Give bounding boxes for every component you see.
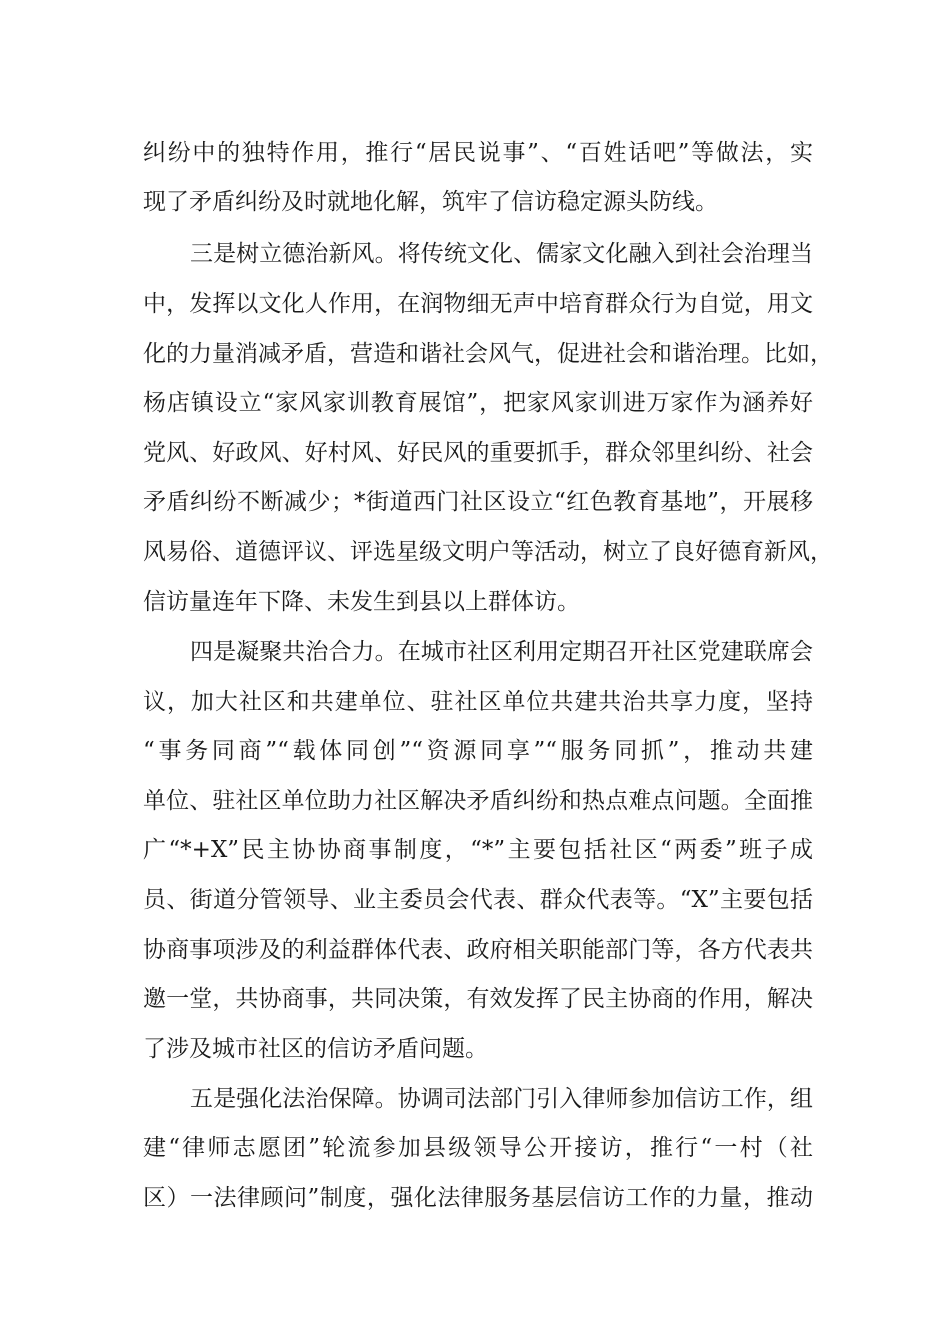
text-line: 风易俗、道德评议、评选星级文明户等活动，树立了良好德育新风， — [143, 539, 833, 565]
text-line: 化的力量消减矛盾，营造和谐社会风气，促进社会和谐治理。比如， — [143, 341, 833, 367]
text-line: 了涉及城市社区的信访矛盾问题。 — [143, 1036, 488, 1062]
paragraph-first-line: 五是强化法治保障。协调司法部门引入律师参加信访工作，组 — [190, 1086, 813, 1112]
text-line: 党风、好政风、好村风、好民风的重要抓手，群众邻里纠纷、社会 — [143, 440, 813, 466]
text-line: 邀一堂，共协商事，共同决策，有效发挥了民主协商的作用，解决 — [143, 986, 813, 1012]
text-line: 信访量连年下降、未发生到县以上群体访。 — [143, 589, 580, 615]
text-line: 纠纷中的独特作用，推行“居民说事”、“百姓话吧”等做法，实 — [143, 140, 813, 166]
text-line: 矛盾纠纷不断减少；*街道西门社区设立“红色教育基地”，开展移 — [143, 489, 813, 515]
paragraph-first-line: 三是树立德治新风。将传统文化、儒家文化融入到社会治理当 — [190, 241, 813, 267]
text-line: 中，发挥以文化人作用，在润物细无声中培育群众行为自觉，用文 — [143, 291, 813, 317]
text-line: 杨店镇设立“家风家训教育展馆”，把家风家训进万家作为涵养好 — [143, 390, 813, 416]
paragraph-first-line: 四是凝聚共治合力。在城市社区利用定期召开社区党建联席会 — [190, 639, 813, 665]
text-line: 区）一法律顾问”制度，强化法律服务基层信访工作的力量，推动 — [143, 1185, 813, 1211]
text-line: “事务同商”“载体同创”“资源同享”“服务同抓”，推动共建 — [143, 738, 813, 764]
text-line: 单位、驻社区单位助力社区解决矛盾纠纷和热点难点问题。全面推 — [143, 788, 813, 814]
text-line: 议，加大社区和共建单位、驻社区单位共建共治共享力度，坚持 — [143, 689, 813, 715]
text-line: 建“律师志愿团”轮流参加县级领导公开接访，推行“一村（社 — [143, 1135, 813, 1161]
text-line: 现了矛盾纠纷及时就地化解，筑牢了信访稳定源头防线。 — [143, 189, 718, 215]
text-line: 协商事项涉及的利益群体代表、政府相关职能部门等，各方代表共 — [143, 937, 813, 963]
text-line: 广“*+X”民主协协商事制度，“*”主要包括社区“两委”班子成 — [143, 837, 813, 863]
text-line: 员、街道分管领导、业主委员会代表、群众代表等。“X”主要包括 — [143, 887, 813, 913]
